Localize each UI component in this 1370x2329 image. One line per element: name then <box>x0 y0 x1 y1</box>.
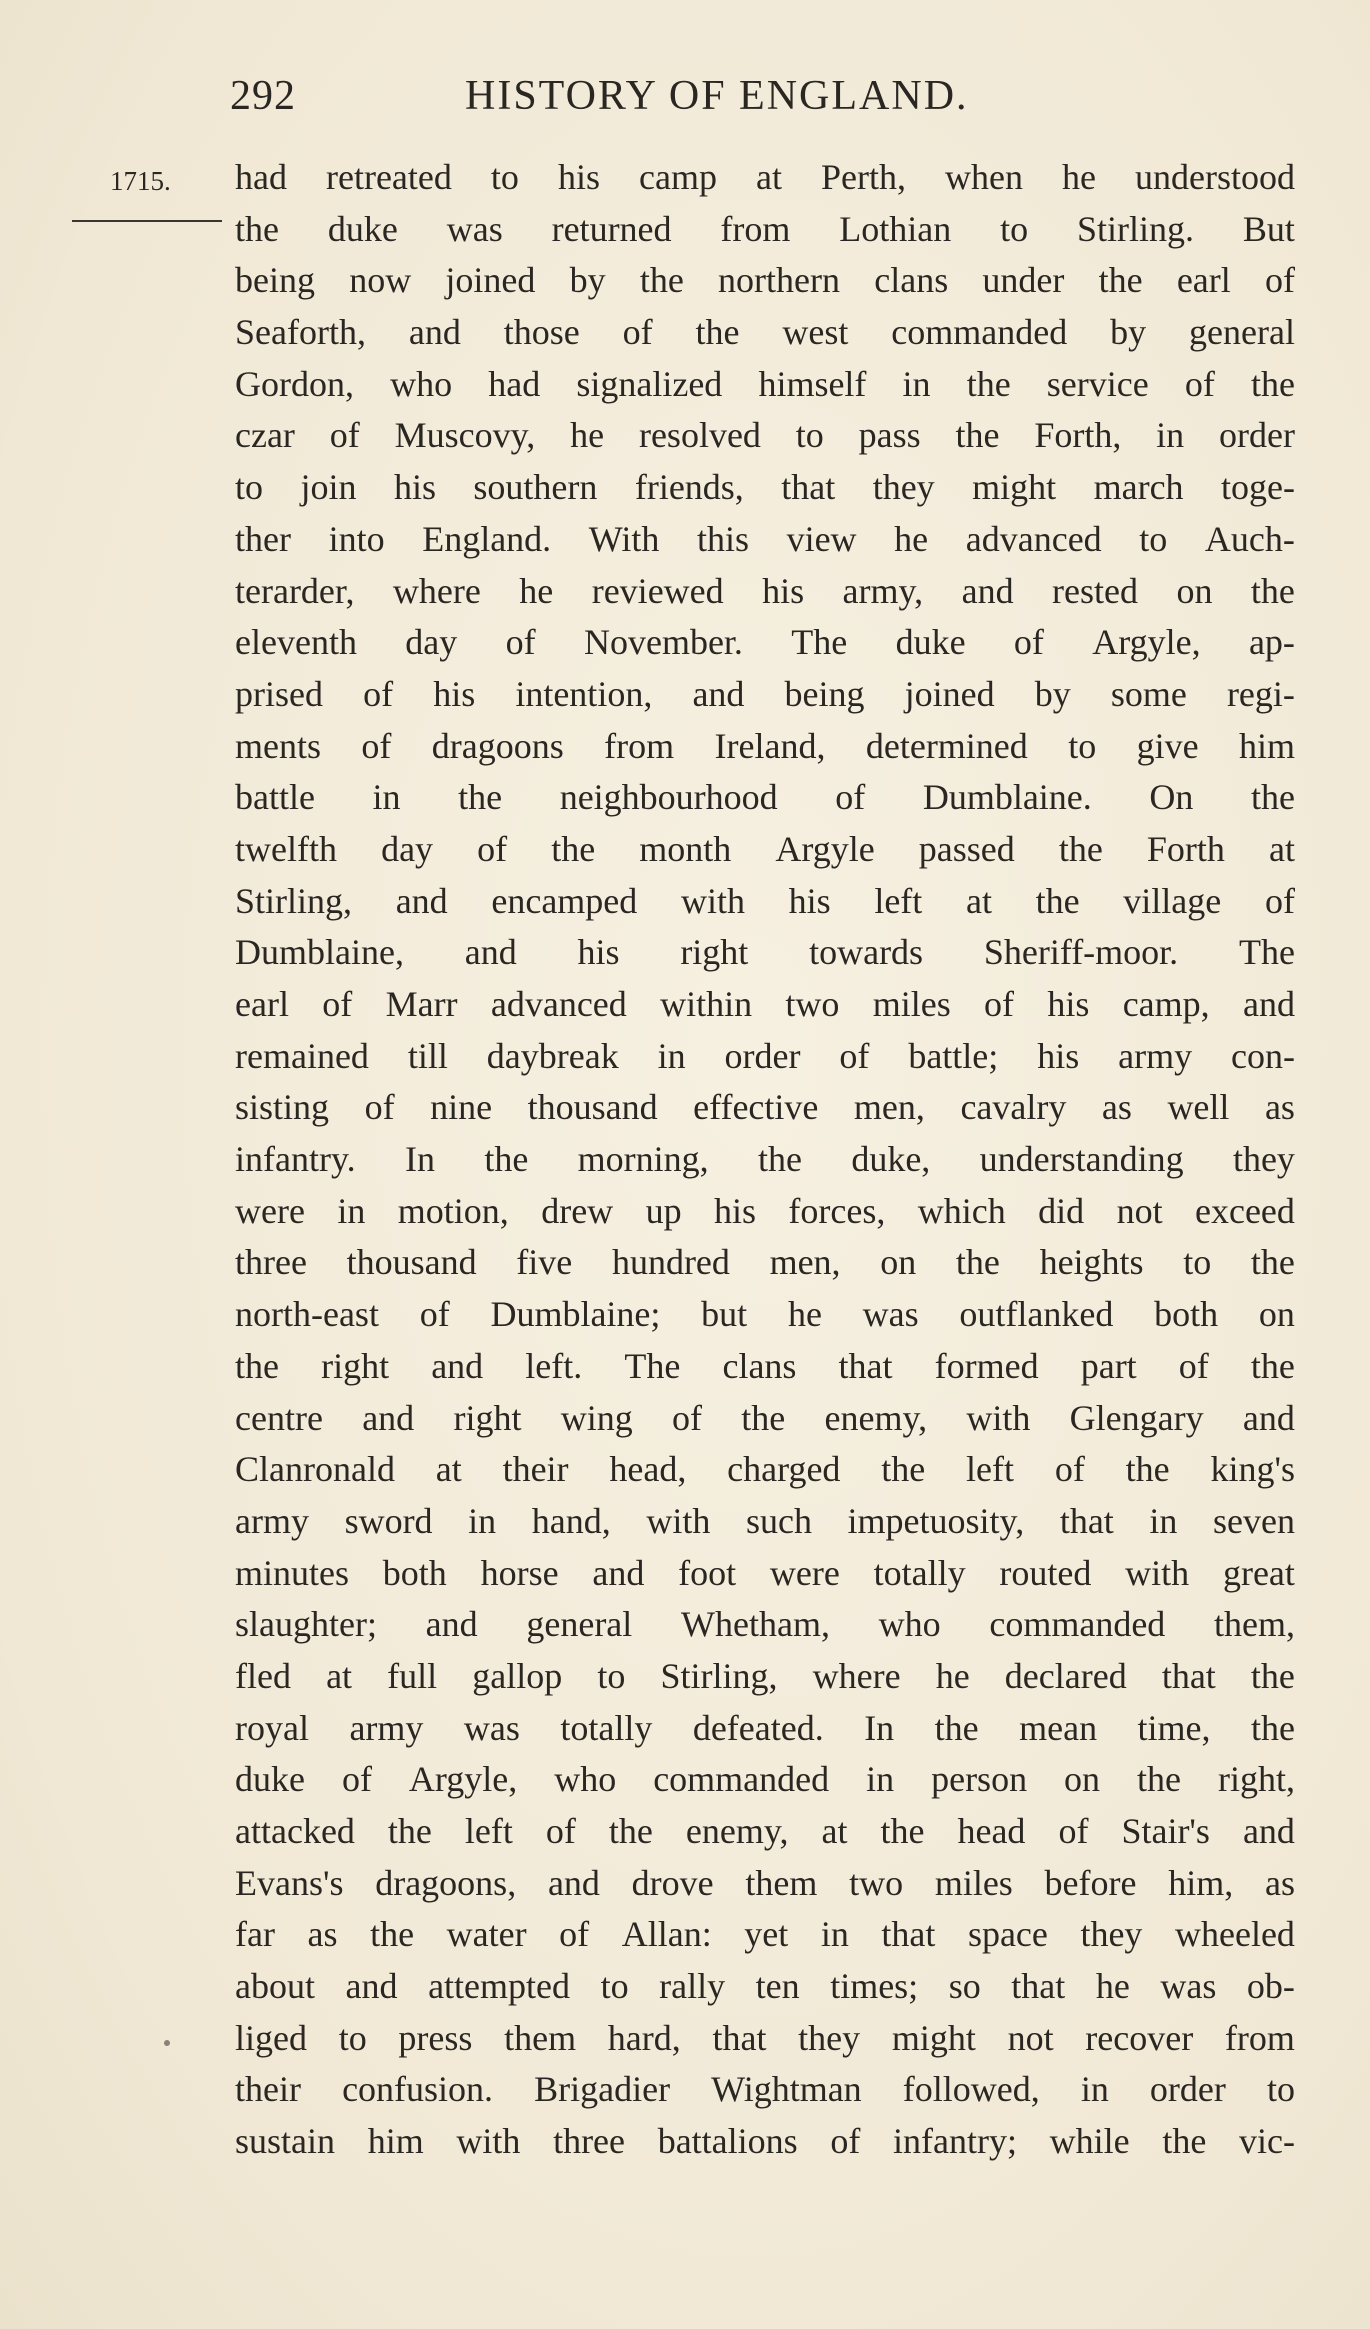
text-line: three thousand five hundred men, on the heights to the <box>235 1242 1295 1283</box>
text-line: remained till daybreak in order of battle; his army con- <box>235 1035 1295 1076</box>
text-line: Evans's dragoons, and drove them two miles before him, as <box>235 1862 1295 1903</box>
running-head <box>230 72 1230 132</box>
paper-speck <box>164 2040 170 2046</box>
text-line: their confusion. Brigadier Wightman followed, in order to <box>235 2069 1295 2110</box>
text-line: Dumblaine, and his right towards Sheriff-moor. The <box>235 932 1295 973</box>
text-line: ther into England. With this view he advanced to Auch- <box>235 518 1295 559</box>
text-line: duke of Argyle, who commanded in person on the right, <box>235 1759 1295 1800</box>
text-line: being now joined by the northern clans under the earl of <box>235 260 1295 301</box>
text-line: the duke was returned from Lothian to Stirling. But <box>235 208 1295 249</box>
text-line: infantry. In the morning, the duke, understanding they <box>235 1139 1295 1180</box>
running-title: HISTORY OF ENGLAND. <box>465 73 969 119</box>
text-line: fled at full gallop to Stirling, where he declared that the <box>235 1655 1295 1696</box>
text-line: army sword in hand, with such impetuosity, that in seven <box>235 1500 1295 1541</box>
text-line: Gordon, who had signalized himself in the service of the <box>235 363 1295 404</box>
text-line: eleventh day of November. The duke of Argyle, ap- <box>235 622 1295 663</box>
text-line: centre and right wing of the enemy, with Glengary and <box>235 1397 1295 1438</box>
text-line: sustain him with three battalions of infantry; while the vic- <box>235 2121 1295 2162</box>
text-line: earl of Marr advanced within two miles of his camp, and <box>235 984 1295 1024</box>
page-number: 292 <box>230 73 296 119</box>
text-line: Clanronald at their head, charged the left of the king's <box>235 1449 1295 1490</box>
text-line: north-east of Dumblaine; but he was outflanked both on <box>235 1294 1295 1335</box>
text-line: royal army was totally defeated. In the mean time, the <box>235 1707 1295 1748</box>
text-line: liged to press them hard, that they might not recover from <box>235 2017 1295 2058</box>
text-line: sisting of nine thousand effective men, cavalry as well as <box>235 1087 1295 1128</box>
text-line: the right and left. The clans that formed part of the <box>235 1345 1295 1386</box>
text-line: Seaforth, and those of the west commanded by general <box>235 312 1295 353</box>
text-line: minutes both horse and foot were totally routed with great <box>235 1552 1295 1593</box>
margin-year: 1715. <box>110 166 171 196</box>
text-line: ments of dragoons from Ireland, determined to give him <box>235 725 1295 766</box>
body-text <box>235 152 1295 2168</box>
text-line: slaughter; and general Whetham, who commanded them, <box>235 1604 1295 1645</box>
text-line: far as the water of Allan: yet in that space they wheeled <box>235 1914 1295 1955</box>
text-line: battle in the neighbourhood of Dumblaine. On the <box>235 777 1295 818</box>
text-line: Stirling, and encamped with his left at the village of <box>235 880 1295 921</box>
text-line: about and attempted to rally ten times; so that he was ob- <box>235 1966 1295 2007</box>
text-line: terarder, where he reviewed his army, and rested on the <box>235 570 1295 611</box>
text-line: czar of Muscovy, he resolved to pass the Forth, in order <box>235 415 1295 456</box>
text-line: to join his southern friends, that they might march toge- <box>235 467 1295 508</box>
text-line: twelfth day of the month Argyle passed the Forth at <box>235 828 1295 869</box>
text-line: attacked the left of the enemy, at the head of Stair's and <box>235 1811 1295 1851</box>
margin-rule <box>72 220 222 222</box>
text-line: prised of his intention, and being joined by some regi- <box>235 673 1295 714</box>
text-line: were in motion, drew up his forces, which did not exceed <box>235 1190 1295 1231</box>
text-line: had retreated to his camp at Perth, when he understood <box>235 157 1295 197</box>
